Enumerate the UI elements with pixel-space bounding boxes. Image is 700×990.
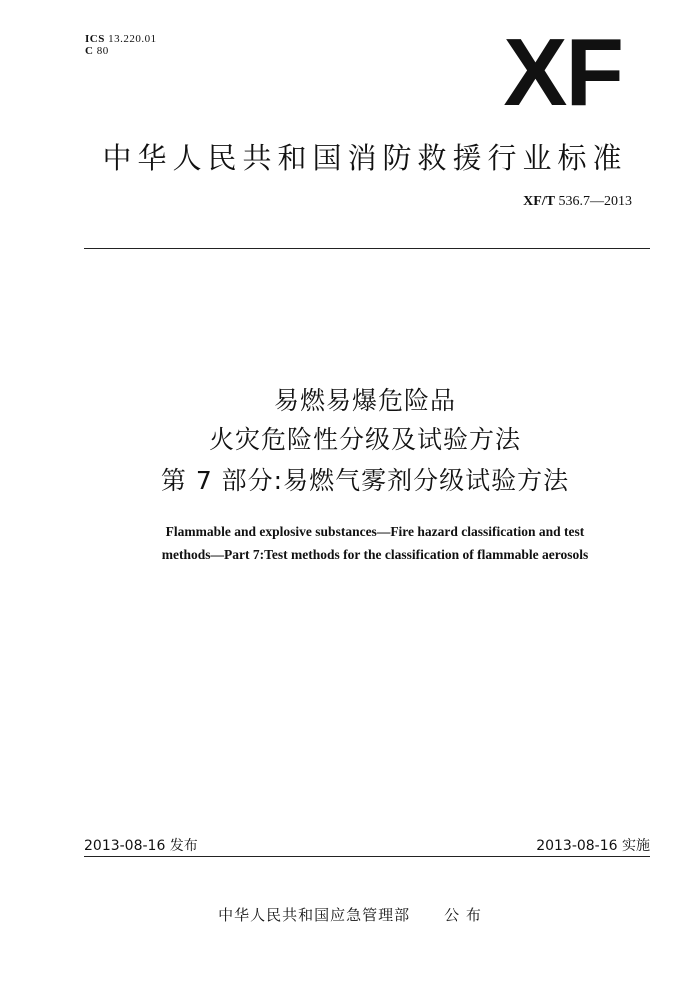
issuer-line	[0, 904, 700, 925]
issuer-name: 中华人民共和国应急管理部	[218, 906, 411, 924]
publish-date: 2013-08-16 发布	[84, 838, 198, 854]
ics-label: ICS	[85, 33, 105, 45]
class-value: 80	[96, 45, 109, 57]
title-cn-line2: 火灾危险性分级及试验方法	[208, 425, 521, 454]
implement-date: 2013-08-16 实施	[536, 838, 650, 854]
standard-prefix: XF/T	[523, 194, 555, 209]
standard-code: 536.7—2013	[558, 194, 632, 209]
xf-logo: XF	[503, 19, 622, 126]
class-label: C	[85, 45, 94, 57]
title-en-line2: methods—Part 7:Test methods for the classification of flammable aerosols	[161, 547, 589, 562]
classification-block	[85, 33, 157, 57]
title-cn-line3: 第 7 部分:易燃气雾剂分级试验方法	[160, 466, 570, 495]
top-divider	[84, 248, 650, 249]
ics-value: 13.220.01	[108, 33, 157, 45]
ics-code	[85, 33, 157, 45]
title-cn-line1: 易燃易爆危险品	[273, 386, 456, 415]
issuer-action: 公 布	[444, 906, 482, 924]
title-en-line1: Flammable and explosive substances—Fire hazard classification and test	[165, 524, 585, 539]
bottom-divider	[84, 856, 650, 857]
class-code	[85, 45, 157, 57]
org-title: 中华人民共和国消防救援行业标准	[102, 141, 628, 175]
standard-number	[523, 194, 632, 210]
